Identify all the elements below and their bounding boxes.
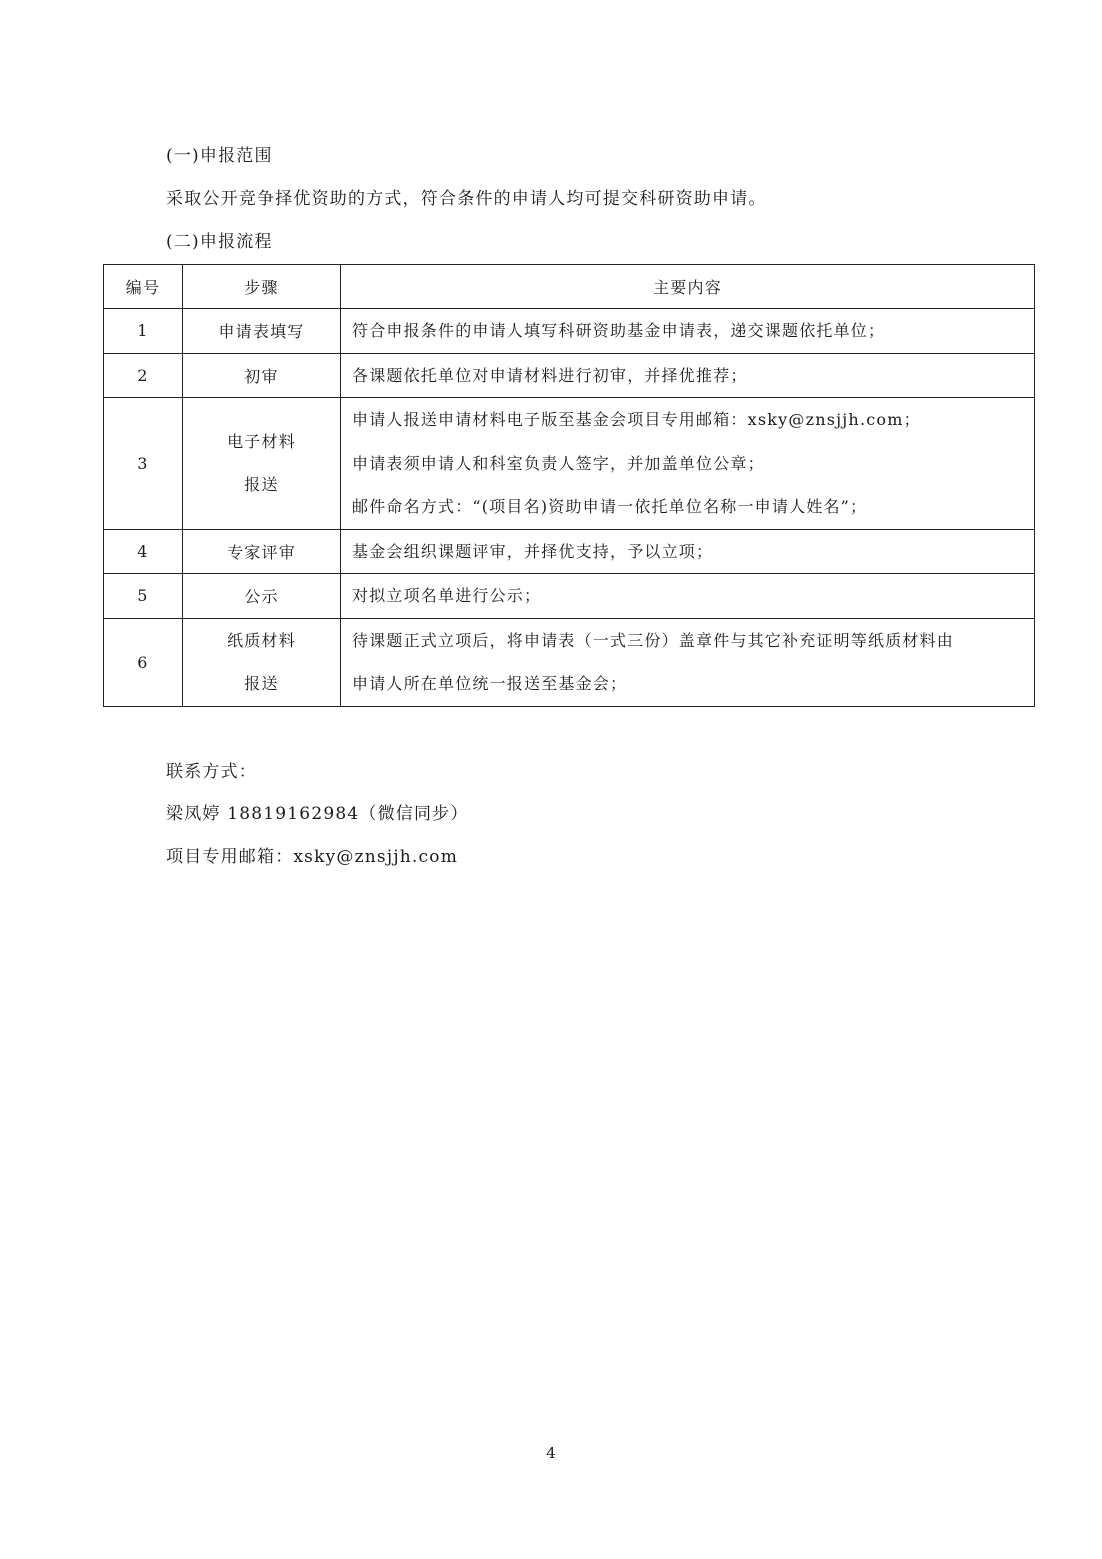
step-line: 报送: [244, 475, 279, 495]
contact-email: 项目专用邮箱：xsky@znsjjh.com: [166, 847, 459, 867]
table-row: [104, 574, 1035, 619]
row-step: [183, 618, 341, 706]
content-line: 申请表须申请人和科室负责人签字，并加盖单位公章；: [352, 453, 765, 473]
table-row: [104, 529, 1035, 574]
row-step: [183, 398, 341, 530]
content-line: 申请人报送申请材料电子版至基金会项目专用邮箱：xsky@znsjjh.com；: [352, 410, 921, 429]
row-step: 专家评审: [183, 529, 341, 574]
scope-paragraph: 采取公开竞争择优资助的方式，符合条件的申请人均可提交科研资助申请。: [166, 189, 767, 209]
section-heading-scope: (一)申报范围: [166, 146, 273, 166]
contact-label: 联系方式：: [166, 762, 257, 782]
page-number: 4: [546, 1444, 556, 1462]
content-line: 待课题正式立项后，将申请表（一式三份）盖章件与其它补充证明等纸质材料由: [352, 630, 955, 650]
table-row: [104, 309, 1035, 354]
table-row: [104, 398, 1035, 530]
section-heading-process: (二)申报流程: [166, 232, 273, 252]
row-number: 1: [104, 309, 183, 354]
step-line: 电子材料: [227, 432, 296, 452]
row-step: 申请表填写: [183, 309, 341, 354]
table-row: [104, 353, 1035, 398]
table-row: [104, 618, 1035, 706]
row-content: [341, 574, 1035, 619]
row-content: [341, 309, 1035, 354]
content-line: 各课题依托单位对申请材料进行初审，并择优推荐；: [352, 365, 748, 385]
row-number: 6: [104, 618, 183, 706]
row-step: 初审: [183, 353, 341, 398]
step-line: 纸质材料: [227, 631, 296, 650]
process-table: [103, 264, 1035, 707]
row-content: [341, 353, 1035, 398]
row-number: 4: [104, 529, 183, 574]
row-number: 5: [104, 574, 183, 619]
content-line: 申请人所在单位统一报送至基金会；: [352, 674, 628, 693]
row-step: 公示: [183, 574, 341, 619]
row-content: [341, 529, 1035, 574]
step-line: 报送: [244, 674, 279, 693]
row-number: 3: [104, 398, 183, 530]
row-content: [341, 618, 1035, 706]
table-header-row: [104, 265, 1035, 309]
header-step: 步骤: [183, 265, 341, 309]
content-line: 对拟立项名单进行公示；: [352, 586, 542, 605]
content-line: 符合申报条件的申请人填写科研资助基金申请表，递交课题依托单位；: [352, 321, 886, 340]
header-number: 编号: [104, 265, 183, 309]
content-line: 基金会组织课题评审，并择优支持，予以立项；: [352, 541, 714, 561]
content-line: 邮件命名方式：“(项目名)资助申请一依托单位名称一申请人姓名”；: [352, 497, 868, 516]
row-number: 2: [104, 353, 183, 398]
row-content: [341, 398, 1035, 530]
header-content: 主要内容: [341, 265, 1035, 309]
contact-person: 梁凤婷 18819162984（微信同步）: [166, 804, 469, 824]
